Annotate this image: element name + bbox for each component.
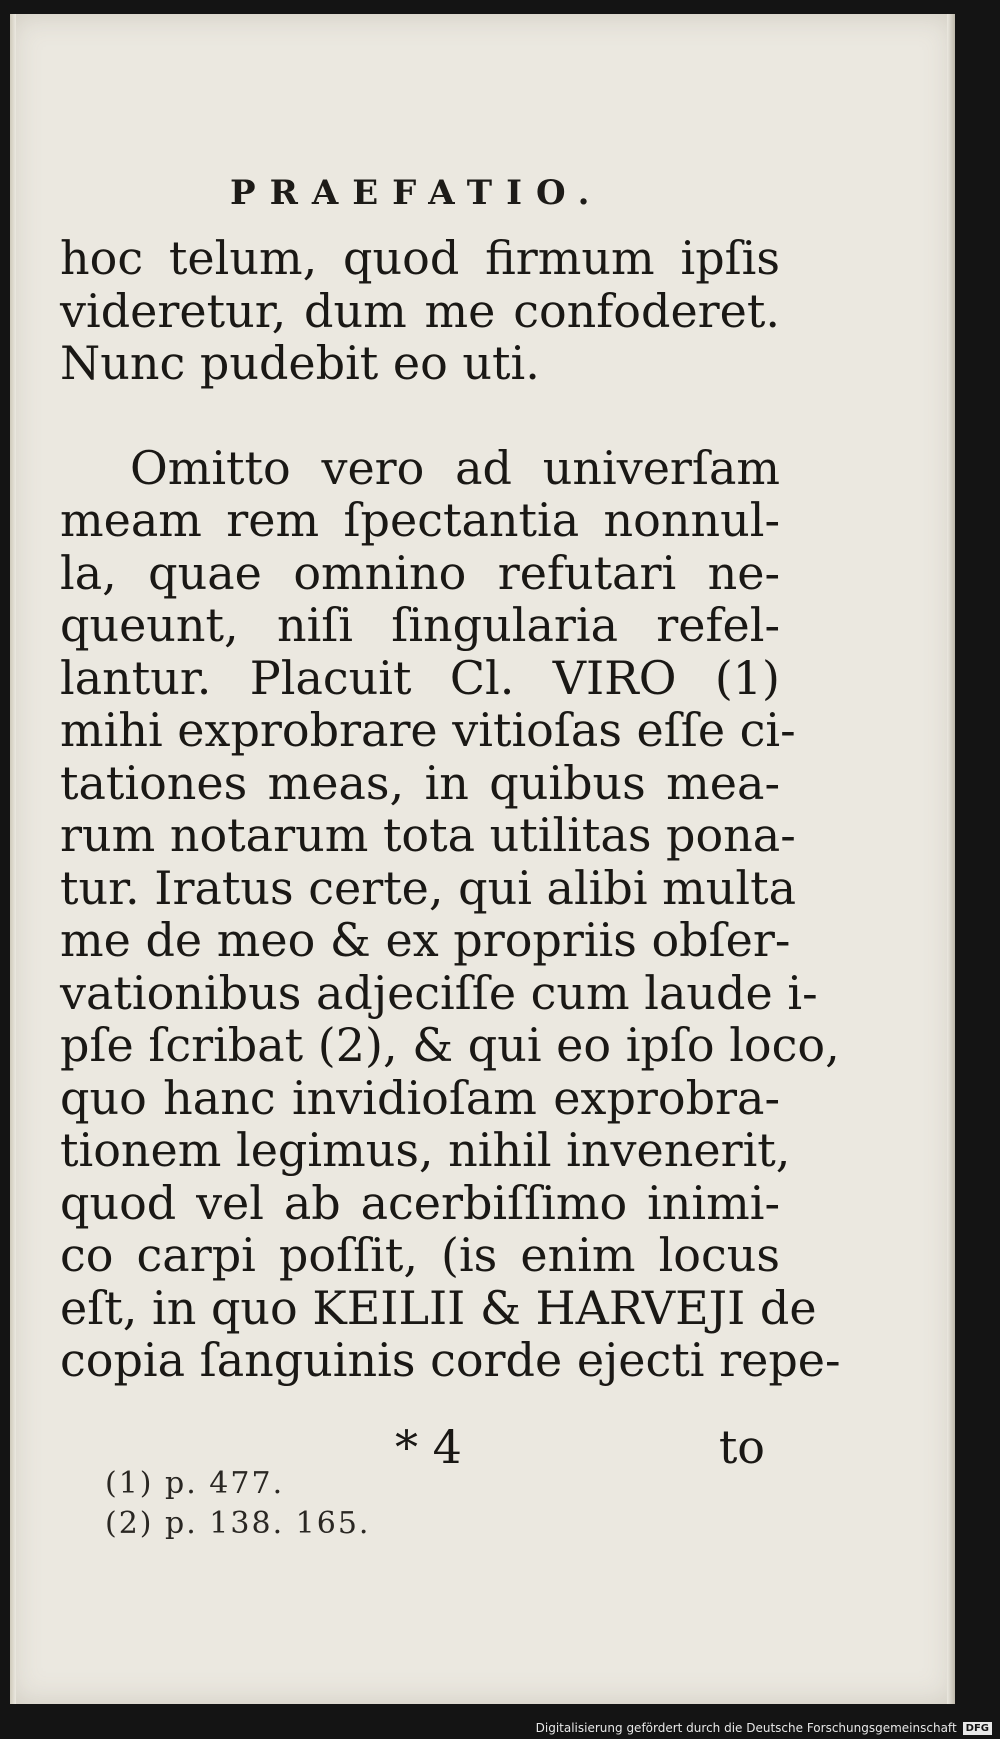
text-line: videretur, dum me confoderet. bbox=[60, 283, 780, 338]
text-line: hoc telum, quod firmum ipſis bbox=[60, 231, 780, 285]
text-line: tur. Iratus certe, qui alibi multa bbox=[60, 860, 797, 915]
digitization-footer bbox=[536, 1721, 992, 1735]
page-edge-shadow bbox=[947, 14, 955, 1704]
text-line: co carpi poſſit, (is enim locus bbox=[60, 1228, 780, 1282]
catchword: to bbox=[718, 1420, 765, 1474]
text-line: Omitto vero ad univerſam bbox=[130, 440, 780, 495]
text-line: me de meo & ex propriis obſer- bbox=[60, 913, 791, 967]
text-line: meam rem ſpectantia nonnul- bbox=[60, 493, 780, 547]
page-gutter-shadow bbox=[10, 14, 16, 1704]
text-line: rum notarum tota utilitas pona- bbox=[60, 808, 796, 862]
text-line: pſe ſcribat (2), & qui eo ipſo loco, bbox=[60, 1018, 840, 1072]
footnotes bbox=[105, 1464, 505, 1544]
text-line: lantur. Placuit Cl. VIRO (1) bbox=[60, 650, 780, 705]
footnote: (2) p. 138. 165. bbox=[105, 1506, 371, 1541]
text-line: Nunc pudebit eo uti. bbox=[60, 336, 540, 390]
body-text bbox=[60, 231, 841, 1387]
dfg-logo-icon: DFG bbox=[963, 1722, 992, 1735]
text-line: tationes meas, in quibus mea- bbox=[60, 755, 780, 810]
text-line: tionem legimus, nihil invenerit, bbox=[60, 1123, 791, 1177]
text-line: mihi exprobrare vitioſas eſſe ci- bbox=[60, 703, 796, 757]
text-line: copia ſanguinis corde ejecti repe- bbox=[60, 1333, 841, 1387]
text-line: queunt, niſi ſingularia refel- bbox=[60, 598, 780, 652]
text-line: eſt, in quo KEILII & HARVEJI de bbox=[60, 1280, 817, 1335]
footer-text: Digitalisierung gefördert durch die Deutsche Forschungsgemeinschaft bbox=[535, 1721, 957, 1735]
running-head: PRAEFATIO. bbox=[230, 173, 604, 213]
signature-mark: * 4 bbox=[395, 1420, 462, 1474]
text-line: quod vel ab acerbiſſimo inimi- bbox=[60, 1175, 780, 1230]
text-line: vationibus adjeciſſe cum laude i- bbox=[60, 965, 818, 1020]
footnote: (1) p. 477. bbox=[105, 1466, 285, 1501]
text-line: la, quae omnino refutari ne- bbox=[60, 545, 780, 600]
text-line: quo hanc invidioſam exprobra- bbox=[60, 1070, 780, 1125]
